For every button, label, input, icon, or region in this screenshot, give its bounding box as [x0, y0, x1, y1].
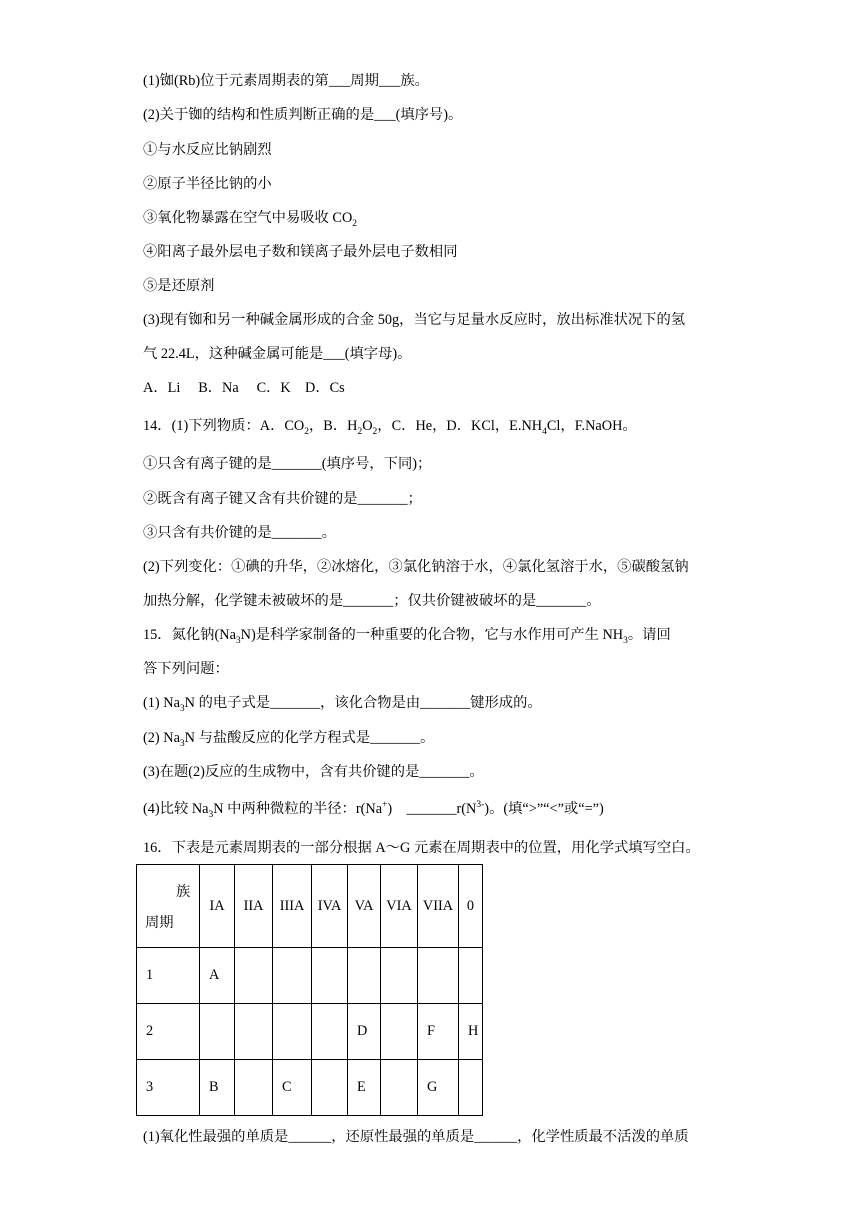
q14-part2-line1: (2)下列变化：①碘的升华，②冰熔化，③氯化钠溶于水，④氯化氢溶于水，⑤碳酸氢钠 — [143, 559, 689, 575]
q13-part1: (1)铷(Rb)位于元素周期表的第___周期___族。 — [143, 73, 429, 89]
element-cell — [459, 1060, 483, 1116]
table-corner-cell: 族 周期 — [137, 865, 200, 948]
q13-option-4: ④阳离子最外层电子数和镁离子最外层电子数相同 — [143, 244, 458, 260]
group-header: VIIA — [418, 865, 459, 948]
q15-sub4: (4)比较 $Na_3N$ 中两种微粒的半径：r(Na+) $\_\_\_\_\_\_\_r(N^{3-})$。(填“>”“<”或“=”) — [143, 800, 604, 820]
element-cell — [235, 1060, 273, 1116]
q13-part2: (2)关于铷的结构和性质判断正确的是___(填序号)。 — [143, 107, 463, 123]
q13-option-2: ②原子半径比钠的小 — [143, 176, 272, 192]
element-cell — [381, 1004, 418, 1060]
q13-part3-line2: 气 22.4L，这种碱金属可能是___(填字母)。 — [143, 346, 412, 362]
q14-sub3: ③只含有共价键的是_______。 — [143, 525, 337, 541]
q14-sub1: ①只含有离子键的是_______(填序号，下同)； — [143, 456, 432, 472]
table-header-row — [137, 865, 483, 948]
element-cell: A — [200, 948, 235, 1004]
q13-option-1: ①与水反应比钠剧烈 — [143, 142, 272, 158]
q15-sub3: (3)在题(2)反应的生成物中，含有共价键的是_______。 — [143, 764, 484, 780]
element-cell: G — [418, 1060, 459, 1116]
period-cell: 1 — [137, 948, 200, 1004]
element-cell — [459, 948, 483, 1004]
element-cell — [235, 948, 273, 1004]
q13-option-5: ⑤是还原剂 — [143, 278, 215, 294]
group-header: VA — [348, 865, 381, 948]
q13-option-3: ③氧化物暴露在空气中易吸收 $CO_2$ — [143, 210, 358, 229]
q16-intro: 16．下表是元素周期表的一部分根据 A～G 元素在周期表中的位置，用化学式填写空白。 — [143, 840, 700, 856]
q14-sub2: ②既含有离子键又含有共价键的是_______； — [143, 491, 422, 507]
q13-part3-line1: (3)现有铷和另一种碱金属形成的合金 50g，当它与足量水反应时，放出标准状况下的氢 — [143, 312, 686, 328]
element-cell — [235, 1004, 273, 1060]
q15-sub2: (2) $Na_3N$ 与盐酸反应的化学方程式是_______。 — [143, 730, 435, 749]
element-cell: F — [418, 1004, 459, 1060]
element-cell — [312, 1060, 348, 1116]
element-cell — [200, 1004, 235, 1060]
q14-intro: 14．(1)下列物质：A．$CO_2$，B．$H_2O_2$，C．He，D．KCl，$E.NH_4Cl$，F.NaOH。 — [143, 418, 637, 437]
element-cell: C — [273, 1060, 312, 1116]
group-header: IVA — [312, 865, 348, 948]
periodic-table-excerpt — [136, 864, 483, 1116]
period-cell: 2 — [137, 1004, 200, 1060]
q13-choices: A．Li B．Na C．K D．Cs — [143, 380, 345, 396]
element-cell — [348, 948, 381, 1004]
element-cell — [273, 1004, 312, 1060]
table-row — [137, 948, 483, 1004]
element-cell — [381, 1060, 418, 1116]
table-row — [137, 1060, 483, 1116]
group-header: IIA — [235, 865, 273, 948]
q14-part2-line2: 加热分解，化学键未被破坏的是_______；仅共价键被破坏的是_______。 — [143, 593, 601, 609]
q16-sub1: (1)氧化性最强的单质是______，还原性最强的单质是______，化学性质最不活泼的单质 — [143, 1129, 689, 1145]
group-header: IIIA — [273, 865, 312, 948]
period-cell: 3 — [137, 1060, 200, 1116]
element-cell — [381, 948, 418, 1004]
element-cell: B — [200, 1060, 235, 1116]
group-header: IA — [200, 865, 235, 948]
element-cell — [312, 1004, 348, 1060]
element-cell: E — [348, 1060, 381, 1116]
q15-sub1: (1) $Na_3N$ 的电子式是_______，该化合物是由_______键形成的。 — [143, 695, 542, 714]
q15-intro-line1: 15．氮化钠$(Na_3N)$是科学家制备的一种重要的化合物，它与水作用可产生 $NH_3$。请回 — [143, 627, 671, 646]
element-cell — [273, 948, 312, 1004]
table-row — [137, 1004, 483, 1060]
element-cell: H — [459, 1004, 483, 1060]
element-cell: D — [348, 1004, 381, 1060]
group-header: VIA — [381, 865, 418, 948]
element-cell — [418, 948, 459, 1004]
group-header: 0 — [459, 865, 483, 948]
q15-intro-line2: 答下列问题： — [143, 661, 229, 677]
element-cell — [312, 948, 348, 1004]
